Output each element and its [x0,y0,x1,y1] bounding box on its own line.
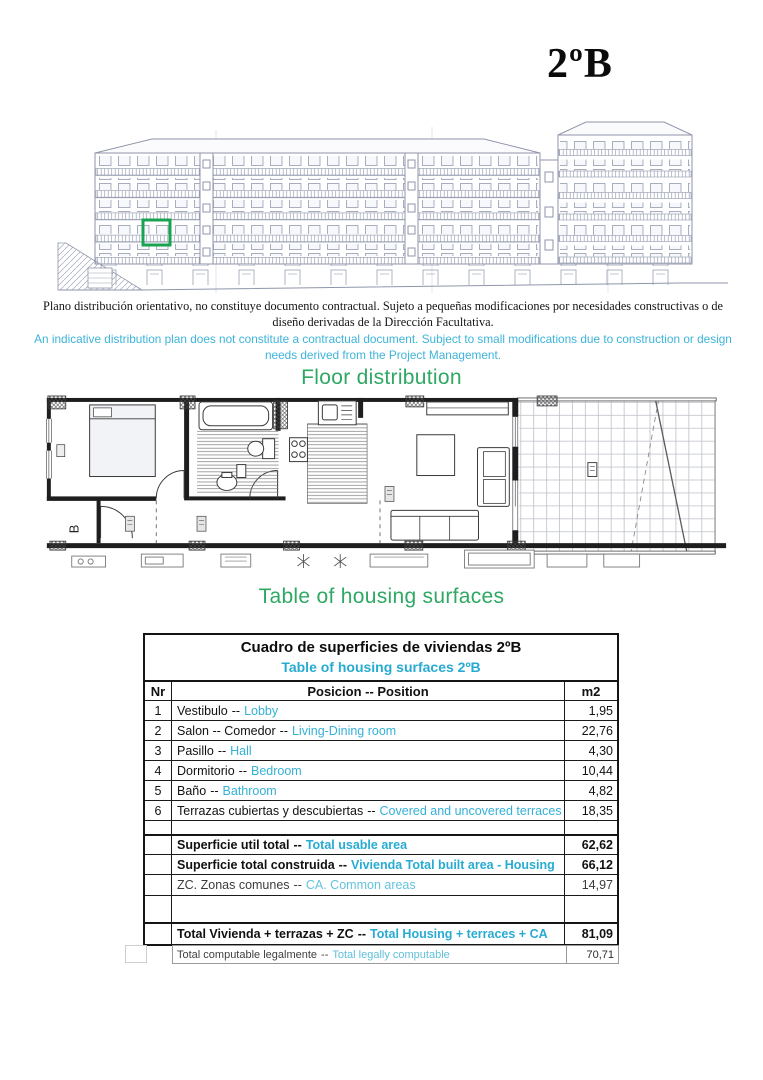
separator: -- [321,948,329,961]
separator: -- [338,857,347,872]
label-es: Terrazas cubiertas y descubiertas [177,803,364,818]
ground-floor [98,264,680,285]
table-of-surfaces-heading: Table of housing surfaces [258,585,505,608]
separator: -- [210,783,219,798]
label-es: Dormitorio [177,763,235,778]
row-position [172,701,564,720]
col-header-position: Posicion -- Position [307,683,429,699]
label-es: Total Vivienda + terrazas + ZC [177,927,354,941]
label-es: Pasillo [177,743,214,758]
row-nr: 6 [145,801,172,820]
terrace [517,398,716,554]
label-es: ZC. Zonas comunes [177,878,290,892]
spacer-row [145,820,617,834]
separator: -- [231,703,241,718]
row-m2: 18,35 [564,801,617,820]
label-es: Superficie total construida [177,857,335,872]
label-en: Bedroom [250,763,302,778]
page-title: 2ºB [547,41,613,87]
label-en: Total Housing + terraces + CA [370,927,548,941]
label-en: Vivienda Total built area - Housing [351,857,555,872]
row-position [172,781,564,800]
kitchen [290,401,368,503]
row-m2: 66,12 [564,855,617,874]
table-header-row [145,682,617,700]
table-row [145,800,617,820]
legal-total-row [172,945,619,964]
row-m2: 81,09 [564,924,617,944]
separator: -- [293,878,302,892]
separator: -- [357,927,367,941]
spacer-row [145,895,617,922]
row-nr: 3 [145,741,172,760]
bathroom [197,402,279,494]
legal-row-stub-cell [125,945,147,963]
disclaimer-en: An indicative distribution plan does not constitute a contractual document. Subject to small modifications due to construction or design needs derived from the Project Management. [34,332,732,362]
col-header-m2: m2 [564,682,617,700]
row-position [172,761,564,780]
label-es: Vestibulo [177,703,228,718]
table-row [145,700,617,720]
label-en: Lobby [244,703,279,718]
right-building-block [540,122,692,264]
row-nr: 5 [145,781,172,800]
label-en: Covered and uncovered terraces [379,803,562,818]
separator: -- [238,763,247,778]
summary-row-common [145,874,617,895]
label-en: CA. Common areas [305,878,416,892]
label-es: Baño [177,783,207,798]
table-row [145,740,617,760]
separator: -- [217,743,227,758]
label-es: Total computable legalmente [177,948,318,961]
legal-position [173,946,566,963]
row-position [172,801,564,820]
row-m2: 22,76 [564,721,617,740]
disclaimer-es: Plano distribución orientativo, no constituye documento contractual. Sujeto a pequeñas modificaciones por necesidades constructivas o de diseño derivadas de la Dirección Facultativa. [43,299,723,329]
separator: -- [367,803,376,818]
surfaces-table-title [145,635,617,682]
label-es: Salon -- Comedor [177,723,276,738]
row-position [172,741,564,760]
floor-plan-drawing [40,389,730,570]
building-elevation-drawing [40,112,730,295]
floor-distribution-heading: Floor distribution [301,366,462,389]
label-en: Hall [230,743,252,758]
row-m2: 4,30 [564,741,617,760]
separator: -- [279,723,288,738]
table-row [145,780,617,800]
label-en: Bathroom [222,783,277,798]
table-title-es: Cuadro de superficies de viviendas 2ºB [240,638,522,656]
row-m2: 1,95 [564,701,617,720]
table-row [145,720,617,740]
label-en: Living-Dining room [291,723,397,738]
row-m2: 4,82 [564,781,617,800]
row-m2: 62,62 [564,836,617,854]
bedroom [57,405,155,477]
col-header-nr: Nr [145,682,172,700]
row-nr: 4 [145,761,172,780]
disclaimer [30,299,736,363]
row-position [172,721,564,740]
separator: -- [293,838,302,852]
total-row [145,922,617,944]
surfaces-table [143,633,619,946]
row-nr: 1 [145,701,172,720]
block-b-label: B [66,524,82,534]
label-en: Total legally computable [332,948,450,961]
row-nr: 2 [145,721,172,740]
summary-row-built [145,854,617,874]
row-m2: 14,97 [564,875,617,895]
table-title-en: Table of housing surfaces 2ºB [281,659,481,675]
row-m2: 10,44 [564,761,617,780]
label-en: Total usable area [305,838,408,852]
floor-bands [95,156,540,264]
label-es: Superficie util total [177,838,290,852]
summary-row-usable [145,834,617,854]
table-row [145,760,617,780]
living-dining-room [391,402,509,540]
legal-m2: 70,71 [566,946,618,963]
